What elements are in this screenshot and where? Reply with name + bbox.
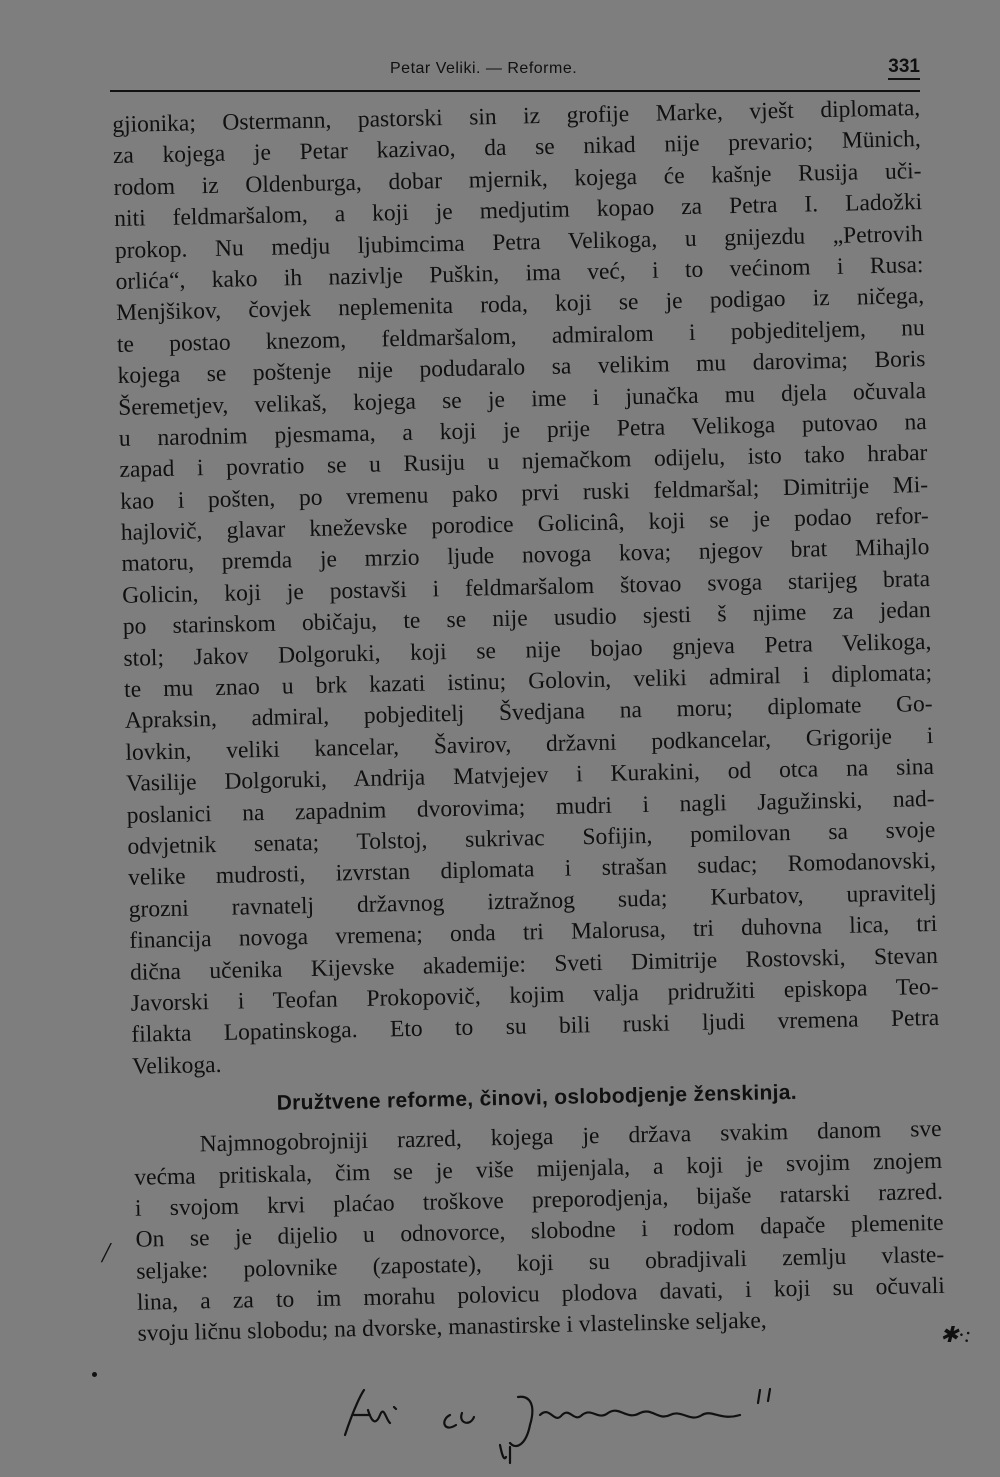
text-line: Šeremetjev, velikaš, kojega se je ime i junačka mu djela očuvala <box>117 377 927 421</box>
paragraph-2 <box>133 1114 945 1351</box>
handwritten-signature-icon <box>340 1385 780 1465</box>
paragraph-1 <box>112 93 940 1083</box>
text-line: većma pritiskala, čim se je više mijenjala, a koji je svojim znojem <box>134 1147 943 1191</box>
text-line: poslanici na zapadnim dvorovima; mudri i nagli Jagužinski, nad- <box>126 785 935 829</box>
text-line: Javorski i Teofan Prokopovič, kojim valja pridružiti episkopa Teo- <box>130 973 939 1017</box>
body-text <box>112 93 946 1350</box>
text-line: gjionika; Ostermann, pastorski sin iz grofije Marke, vješt diplomata, <box>112 95 921 138</box>
text-line: seljake: polovnike (zapostate), koji su obradjivali zemlju vlaste- <box>136 1241 945 1285</box>
text-line: za kojega je Petar kazivao, da se nikad nije prevario; Münich, <box>112 126 922 170</box>
text-line: filakta Lopatinskoga. Eto to su bili ruski ljudi vremena Petra <box>131 1005 940 1049</box>
text-line: i svojom krvi plaćao troškove preporodjenja, bijaše ratarski razred. <box>134 1178 944 1222</box>
text-line: orlića“, kako ih nazivlje Puškin, ima već, i to većinom i Rusa: <box>115 251 924 295</box>
text-line: On se je dijelio u odnovorce, slobodne i rodom dapače plemenite <box>135 1210 944 1254</box>
text-line: te mu znao u brk kazati istinu; Golovin, veliki admiral i diplomata; <box>123 659 933 703</box>
text-line: rodom iz Oldenburga, dobar mjernik, kojega će kašnje Rusija uči- <box>113 157 922 201</box>
text-line: lina, a za to im morahu polovicu plodova davati, i koji su očuvali <box>136 1272 946 1316</box>
margin-mark: / <box>102 1238 110 1269</box>
margin-scribble-icon: ✱·: <box>940 1322 972 1347</box>
text-line: svoju ličnu slobodu; na dvorske, manastirske i vlastelinske seljake, <box>137 1308 767 1348</box>
text-line: lovkin, veliki kancelar, Šavirov, državni podkancelar, Grigorije i <box>125 722 934 766</box>
text-line: kao i pošten, po vremenu pako prvi ruski feldmaršal; Dimitrije Mi- <box>119 471 929 515</box>
text-line: niti feldmaršalom, a koji je medjutim kopao za Petra I. Ladožki <box>114 189 923 233</box>
text-line: odvjetnik senata; Tolstoj, sukrivac Sofijin, pomilovan sa svoje <box>127 816 936 860</box>
text-line: Vasilije Dolgoruki, Andrija Matvjejev i Kurakini, od otca na sina <box>125 754 935 798</box>
text-line: Golicin, koji je postavši i feldmaršalom štovao svoga starijeg brata <box>121 565 931 609</box>
text-line: dična učenika Kijevske akademije: Sveti Dimitrije Rostovski, Stevan <box>129 942 939 986</box>
text-line: stol; Jakov Dolgoruki, koji se nije bojao gnjeva Petra Velikoga, <box>123 628 932 672</box>
page-number: 331 <box>888 56 920 80</box>
text-line: financija novoga vremena; onda tri Malorusa, tri duhovna lica, tri <box>129 911 938 954</box>
text-line: velike mudrosti, izvrstan diplomata i strašan sudac; Romodanovski, <box>127 848 937 892</box>
text-line: u narodnim pjesmama, a koji je prije Petra Velikoga putovao na <box>118 408 927 452</box>
text-line: Najmnogobrojniji razred, kojega je država svakim danom sve <box>199 1115 942 1158</box>
text-line: Menjšikov, čovjek neplemenita roda, koji se je podigao iz ničega, <box>115 283 925 327</box>
text-line: hajlovič, glavar kneževske porodice Golicinâ, koji se je podao refor- <box>120 503 929 546</box>
text-line: po starinskom običaju, te se nije usudio sjesti š njime za jedan <box>122 597 931 641</box>
section-heading: Družtvene reforme, činovi, oslobodjenje ženskinja. <box>276 1080 798 1115</box>
running-title: Petar Veliki. — Reforme. <box>390 60 578 77</box>
text-line: prokop. Nu medju ljubimcima Petra Velikoga, u gnijezdu „Petrovih <box>114 220 924 264</box>
text-line: kojega se poštenje nije podudaralo sa velikim mu darovima; Boris <box>117 346 926 390</box>
text-line: grozni ravnatelj državnog iztražnog suda; Kurbatov, upravitelj <box>128 879 937 923</box>
text-line: Apraksin, admiral, pobjeditelj Švedjana na moru; diplomate Go- <box>124 691 933 735</box>
running-header <box>110 50 920 92</box>
text-line: zapad i povratio se u Rusiju u njemačkom odijelu, isto tako hrabar <box>119 440 928 484</box>
text-line: Velikoga. <box>131 1051 222 1080</box>
text-line: te postao knezom, feldmaršalom, admiralom i pobjediteljem, nu <box>116 314 926 358</box>
margin-dot-icon <box>92 1372 97 1377</box>
text-line: matoru, premda je mrzio ljude novoga kova; njegov brat Mihajlo <box>121 534 930 578</box>
